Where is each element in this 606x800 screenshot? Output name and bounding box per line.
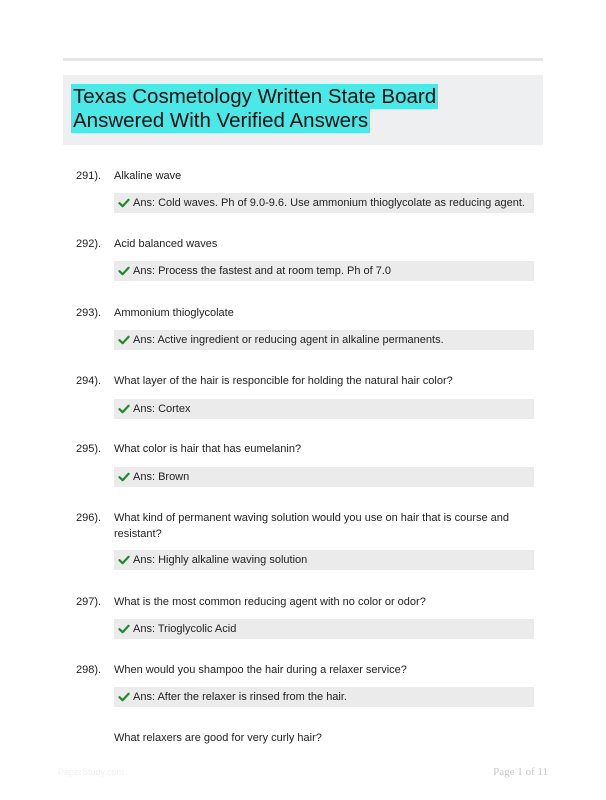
answer-box	[114, 399, 534, 419]
top-divider	[63, 58, 543, 61]
question-number: 296).	[76, 512, 102, 524]
question-number: 295).	[76, 443, 102, 455]
answer-text: Ans: Highly alkaline waving solution	[133, 554, 308, 566]
answer-box	[114, 619, 534, 639]
document-title-line1: Texas Cosmetology Written State Board	[73, 85, 437, 108]
question-text: When would you shampoo the hair during a relaxer service?	[114, 664, 407, 676]
answer-box	[114, 330, 534, 350]
answer-text: Ans: Trioglycolic Acid	[133, 623, 237, 635]
answer-box	[114, 550, 534, 570]
question-number: 292).	[76, 238, 102, 250]
answer-text: Ans: Active ingredient or reducing agent in alkaline permanents.	[133, 334, 444, 346]
question-text: What layer of the hair is responcible for holding the natural hair color?	[114, 375, 453, 387]
document-title	[71, 85, 531, 133]
check-icon	[118, 554, 130, 566]
question-text: Ammonium thioglycolate	[114, 307, 234, 319]
question-text: Alkaline wave	[114, 170, 182, 182]
answer-text: Ans: After the relaxer is rinsed from the hair.	[133, 691, 347, 703]
question-number: 298).	[76, 664, 102, 676]
answer-text: Ans: Cold waves. Ph of 9.0-9.6. Use ammonium thioglycolate as reducing agent.	[133, 197, 525, 209]
answer-box	[114, 467, 534, 487]
footer-watermark: PaperStudy.com	[58, 767, 124, 777]
document-title-line2: Answered With Verified Answers	[73, 109, 369, 132]
question-number: 293).	[76, 307, 102, 319]
question-number: 297).	[76, 596, 102, 608]
check-icon	[118, 623, 130, 635]
question-number: 294).	[76, 375, 102, 387]
question-number: 291).	[76, 170, 102, 182]
check-icon	[118, 265, 130, 277]
answer-text: Ans: Process the fastest and at room temp. Ph of 7.0	[133, 265, 392, 277]
answer-box	[114, 687, 534, 707]
title-banner	[63, 75, 543, 145]
check-icon	[118, 197, 130, 209]
question-text: What is the most common reducing agent with no color or odor?	[114, 596, 426, 608]
check-icon	[118, 334, 130, 346]
check-icon	[118, 471, 130, 483]
answer-box	[114, 193, 534, 213]
answer-text: Ans: Cortex	[133, 403, 191, 415]
check-icon	[118, 403, 130, 415]
check-icon	[118, 691, 130, 703]
question-text: What kind of permanent waving solution would you use on hair that is course and resistant?	[114, 512, 510, 540]
question-text: Acid balanced waves	[114, 238, 218, 250]
answer-text: Ans: Brown	[133, 471, 190, 483]
page-number: Page 1 of 11	[493, 766, 548, 778]
question-text: What color is hair that has eumelanin?	[114, 443, 302, 455]
answer-box	[114, 261, 534, 281]
question-text: What relaxers are good for very curly hair?	[114, 732, 322, 744]
